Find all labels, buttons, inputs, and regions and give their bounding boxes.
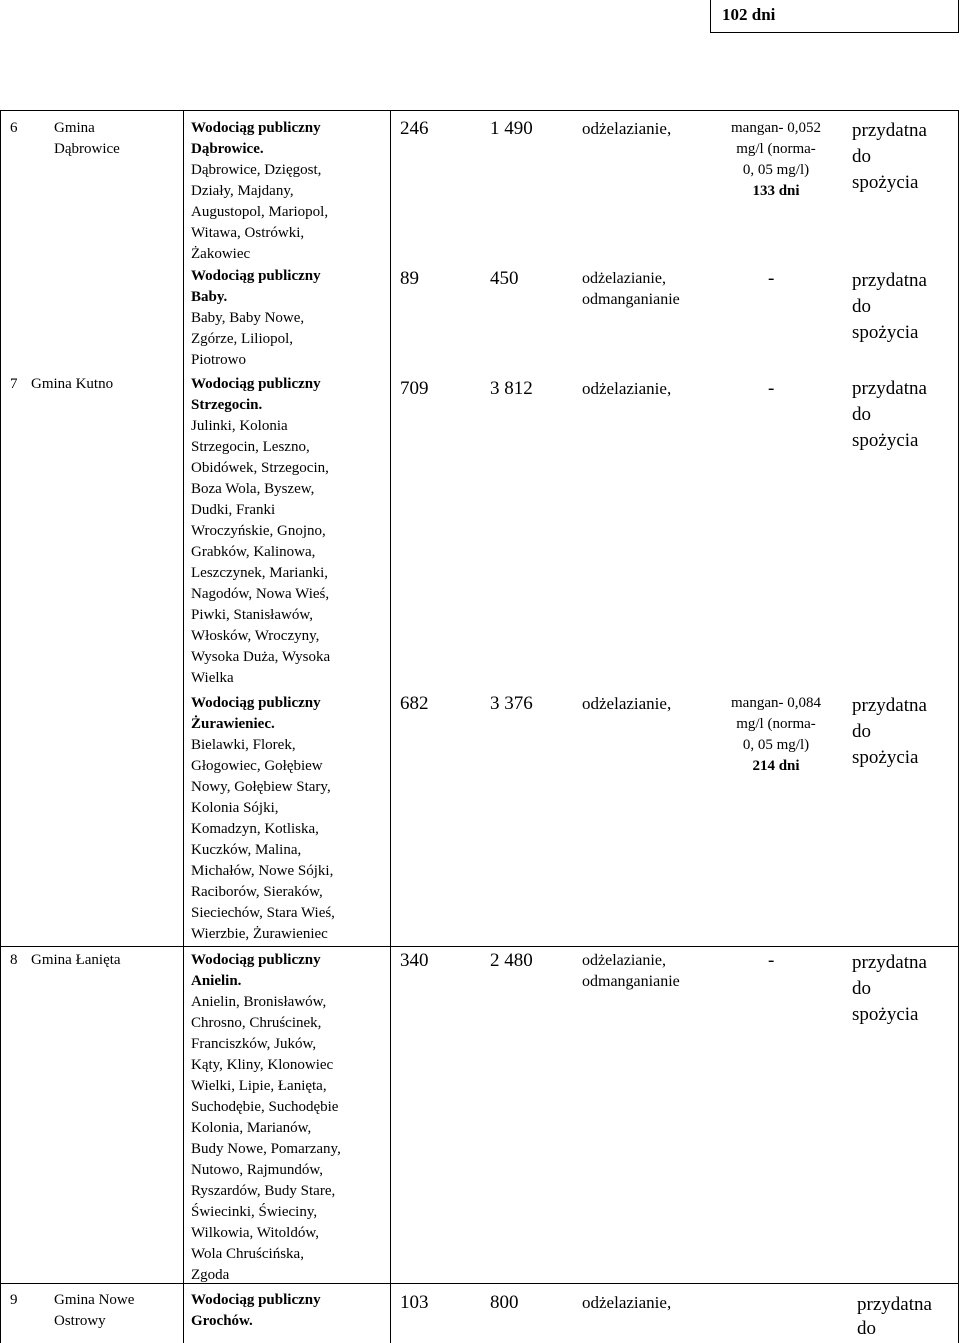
locality-line: Leszczynek, Marianki, bbox=[191, 565, 329, 581]
parameter-line: mangan- 0,052 bbox=[731, 120, 821, 136]
gmina-name: Gmina Kutno bbox=[31, 376, 114, 392]
assessment-line: przydatna bbox=[857, 1294, 932, 1315]
locality-line: Wielki, Lipie, Łanięta, bbox=[191, 1078, 327, 1094]
locality-line: Anielin, Bronisławów, bbox=[191, 994, 327, 1010]
locality-line: Wilkowia, Witoldów, bbox=[191, 1225, 319, 1241]
volume-value: 682 bbox=[400, 693, 429, 714]
assessment-line: do bbox=[852, 721, 871, 742]
population-value: 3 812 bbox=[490, 378, 533, 399]
locality-line: Nowy, Gołębiew Stary, bbox=[191, 779, 331, 795]
ujecie-title: Wodociąg publiczny bbox=[191, 268, 321, 284]
locality-line: Raciborów, Sieraków, bbox=[191, 884, 323, 900]
gmina-name: Gmina bbox=[54, 120, 95, 136]
locality-line: Kuczków, Malina, bbox=[191, 842, 302, 858]
parameter-line: - bbox=[768, 268, 775, 289]
assessment-line: przydatna bbox=[852, 695, 927, 716]
volume-value: 246 bbox=[400, 118, 429, 139]
parameter-line: 0, 05 mg/l) bbox=[742, 162, 810, 178]
ujecie-title: Wodociąg publiczny bbox=[191, 1292, 321, 1308]
assessment-line: do bbox=[857, 1318, 876, 1339]
ujecie-name: Dąbrowice. bbox=[191, 141, 264, 157]
treatment-line: odżelazianie, bbox=[582, 270, 666, 287]
gmina-name: Gmina Łanięta bbox=[31, 952, 121, 968]
locality-line: Piotrowo bbox=[191, 352, 247, 368]
locality-line: Głogowiec, Gołębiew bbox=[191, 758, 323, 774]
locality-line: Chrosno, Chruścinek, bbox=[191, 1015, 322, 1031]
assessment-line: przydatna bbox=[852, 952, 927, 973]
locality-line: Kąty, Kliny, Klonowiec bbox=[191, 1057, 334, 1073]
locality-line: Franciszków, Juków, bbox=[191, 1036, 317, 1052]
locality-line: Kolonia Sójki, bbox=[191, 800, 279, 816]
population-value: 2 480 bbox=[490, 950, 533, 971]
population-value: 3 376 bbox=[490, 693, 533, 714]
assessment-line: do bbox=[852, 296, 871, 317]
locality-line: Grabków, Kalinowa, bbox=[191, 544, 316, 560]
treatment-line: odmanganianie bbox=[582, 973, 680, 990]
locality-line: Dąbrowice, Dzięgost, bbox=[191, 162, 322, 178]
ujecie-name: Żurawieniec. bbox=[191, 716, 275, 732]
days-header: 102 dni bbox=[722, 5, 776, 24]
ujecie-title: Wodociąg publiczny bbox=[191, 952, 321, 968]
locality-line: Ryszardów, Budy Stare, bbox=[191, 1183, 336, 1199]
parameter-line: - bbox=[768, 378, 775, 399]
locality-line: Komadzyn, Kotliska, bbox=[191, 821, 319, 837]
treatment-line: odmanganianie bbox=[582, 291, 680, 308]
treatment-line: odżelazianie, bbox=[582, 694, 672, 713]
assessment-line: spożycia bbox=[852, 322, 919, 343]
locality-line: Wola Chruścińska, bbox=[191, 1246, 304, 1262]
locality-line: Baby, Baby Nowe, bbox=[191, 310, 305, 326]
gmina-name: Ostrowy bbox=[54, 1313, 106, 1329]
parameter-line: mg/l (norma- bbox=[736, 716, 816, 732]
volume-value: 340 bbox=[400, 950, 429, 971]
population-value: 800 bbox=[490, 1292, 519, 1313]
assessment-line: spożycia bbox=[852, 1004, 919, 1025]
population-value: 450 bbox=[490, 268, 519, 289]
row-number: 8 bbox=[10, 952, 18, 968]
assessment-line: przydatna bbox=[852, 378, 927, 399]
ujecie-title: Wodociąg publiczny bbox=[191, 695, 321, 711]
assessment-line: do bbox=[852, 978, 871, 999]
population-value: 1 490 bbox=[490, 118, 533, 139]
locality-line: Augustopol, Mariopol, bbox=[191, 204, 329, 220]
parameter-line: mangan- 0,084 bbox=[731, 695, 821, 711]
assessment-line: do bbox=[852, 404, 871, 425]
treatment-line: odżelazianie, bbox=[582, 1293, 672, 1312]
parameter-line: - bbox=[768, 950, 775, 971]
locality-line: Kolonia, Marianów, bbox=[191, 1120, 312, 1136]
locality-line: Bielawki, Florek, bbox=[191, 737, 296, 753]
volume-value: 709 bbox=[400, 378, 429, 399]
assessment-line: przydatna bbox=[852, 270, 927, 291]
locality-line: Wierzbie, Żurawieniec bbox=[191, 926, 328, 942]
ujecie-title: Wodociąg publiczny bbox=[191, 376, 321, 392]
locality-line: Budy Nowe, Pomarzany, bbox=[191, 1141, 341, 1157]
treatment-line: odżelazianie, bbox=[582, 952, 666, 969]
locality-line: Zgoda bbox=[191, 1267, 230, 1283]
locality-line: Julinki, Kolonia bbox=[191, 418, 288, 434]
locality-line: Witawa, Ostrówki, bbox=[191, 225, 305, 241]
parameter-line: mg/l (norma- bbox=[736, 141, 816, 157]
locality-line: Michałów, Nowe Sójki, bbox=[191, 863, 334, 879]
locality-line: Świecinki, Świeciny, bbox=[191, 1204, 318, 1220]
row-number: 9 bbox=[10, 1292, 18, 1308]
locality-line: Suchodębie, Suchodębie bbox=[191, 1099, 339, 1115]
assessment-line: spożycia bbox=[852, 430, 919, 451]
assessment-line: spożycia bbox=[852, 172, 919, 193]
row-number: 6 bbox=[10, 120, 18, 136]
locality-line: Dudki, Franki bbox=[191, 502, 276, 518]
locality-line: Żakowiec bbox=[191, 246, 251, 262]
ujecie-name: Baby. bbox=[191, 289, 228, 305]
ujecie-name: Anielin. bbox=[191, 973, 242, 989]
locality-line: Wroczyńskie, Gnojno, bbox=[191, 523, 326, 539]
locality-line: Zgórze, Liliopol, bbox=[191, 331, 294, 347]
assessment-line: spożycia bbox=[852, 747, 919, 768]
locality-line: Strzegocin, Leszno, bbox=[191, 439, 310, 455]
locality-line: Działy, Majdany, bbox=[191, 183, 294, 199]
row-number: 7 bbox=[10, 376, 18, 392]
locality-line: Wielka bbox=[191, 670, 234, 686]
locality-line: Obidówek, Strzegocin, bbox=[191, 460, 329, 476]
assessment-line: przydatna bbox=[852, 120, 927, 141]
treatment-line: odżelazianie, bbox=[582, 379, 672, 398]
parameter-line: 0, 05 mg/l) bbox=[742, 737, 810, 753]
parameter-days: 133 dni bbox=[752, 183, 800, 199]
parameter-days: 214 dni bbox=[752, 758, 800, 774]
ujecie-name: Grochów. bbox=[191, 1313, 253, 1329]
locality-line: Sieciechów, Stara Wieś, bbox=[191, 905, 335, 921]
locality-line: Piwki, Stanisławów, bbox=[191, 607, 313, 623]
treatment-line: odżelazianie, bbox=[582, 119, 672, 138]
locality-line: Włosków, Wroczyny, bbox=[191, 628, 320, 644]
gmina-name: Gmina Nowe bbox=[54, 1292, 135, 1308]
locality-line: Boza Wola, Byszew, bbox=[191, 481, 315, 497]
ujecie-name: Strzegocin. bbox=[191, 397, 263, 413]
ujecie-title: Wodociąg publiczny bbox=[191, 120, 321, 136]
locality-line: Nagodów, Nowa Wieś, bbox=[191, 586, 330, 602]
locality-line: Nutowo, Rajmundów, bbox=[191, 1162, 323, 1178]
volume-value: 103 bbox=[400, 1292, 429, 1313]
volume-value: 89 bbox=[400, 268, 419, 289]
gmina-name: Dąbrowice bbox=[54, 141, 120, 157]
assessment-line: do bbox=[852, 146, 871, 167]
locality-line: Wysoka Duża, Wysoka bbox=[191, 649, 331, 665]
